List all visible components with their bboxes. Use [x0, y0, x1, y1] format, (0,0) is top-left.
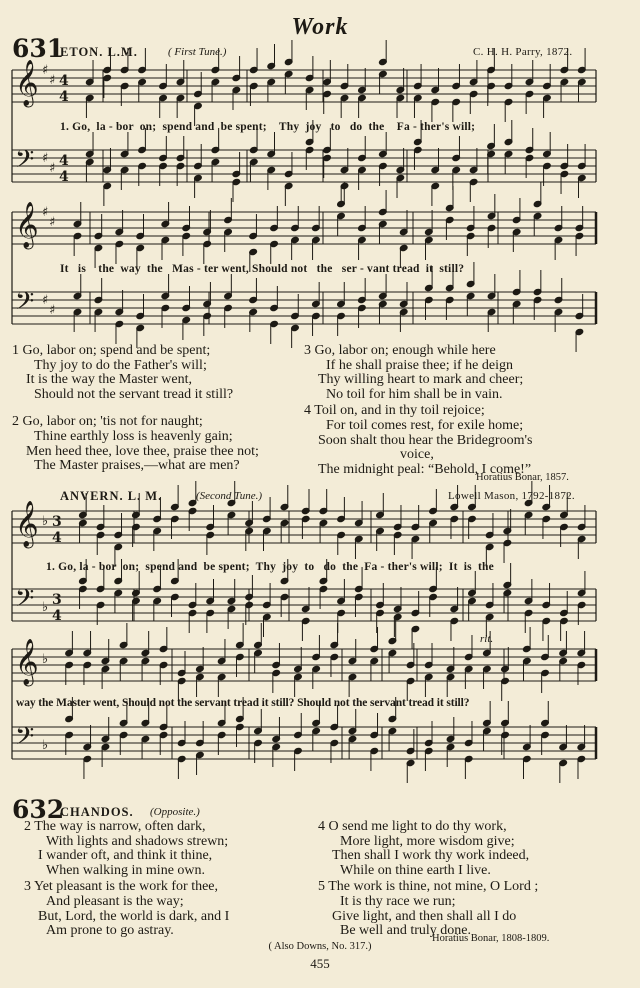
verse-line: More light, more wisdom give; — [340, 833, 515, 849]
time-signature: 4 — [52, 608, 62, 624]
verse-line: While on thine earth I live. — [340, 862, 491, 878]
treble-clef: 𝄞 — [15, 501, 39, 547]
bass-clef: 𝄢 — [15, 145, 35, 180]
verse-line: Be well and truly done. — [340, 923, 472, 939]
key-signature: ♯ — [49, 73, 56, 88]
key-signature: ♯ — [42, 151, 49, 166]
verse-line: Then shall I work thy work indeed, — [332, 848, 530, 864]
tune-note-second: (Second Tune.) — [196, 490, 262, 502]
verse-line: 1 Go, labor on; spend and be spent; — [12, 343, 211, 358]
key-signature: ♭ — [42, 514, 49, 529]
verse-line: But, Lord, the world is dark, and I — [38, 908, 230, 924]
verse-line: And pleasant is the way; — [46, 893, 184, 909]
verse-line: Thy joy to do the Father's will; — [34, 357, 207, 373]
tune-name-chandos: CHANDOS. — [60, 805, 134, 819]
verse-line: If he shall praise thee; if he deign — [326, 357, 513, 373]
treble-clef: 𝄞 — [15, 202, 39, 248]
lyric-anvern-line2: way the Master went, Should not the servant tread it still? Should not the servant tread it still? — [16, 697, 470, 709]
verse-line: 2 The way is narrow, often dark, — [24, 819, 206, 834]
verses-631-right — [304, 344, 532, 477]
verse-line: Thy willing heart to mark and cheer; — [318, 372, 524, 388]
ritardando-mark: rit. — [480, 633, 494, 645]
key-signature: ♭ — [42, 738, 49, 753]
credit-632: Horatius Bonar, 1808-1809. — [432, 933, 550, 944]
verses-632-right — [318, 820, 538, 939]
verse-line: The midnight peal: “Behold, I come!” — [318, 461, 532, 477]
key-signature: ♭ — [42, 652, 49, 667]
verse-line: voice, — [400, 447, 434, 463]
bass-clef: 𝄢 — [15, 584, 35, 619]
verse-line: 2 Go, labor on; 'tis not for naught; — [12, 414, 203, 430]
key-signature: ♯ — [49, 215, 56, 230]
key-signature: ♯ — [42, 293, 49, 308]
tune-name-anvern: ANVERN. L. M. — [60, 489, 163, 503]
time-signature: 4 — [59, 73, 69, 89]
time-signature: 4 — [59, 89, 69, 105]
page-number: 455 — [310, 956, 330, 971]
treble-clef: 𝄞 — [15, 639, 39, 685]
verse-line: Am prone to go astray. — [46, 923, 174, 939]
time-signature: 4 — [59, 169, 69, 185]
verse-line: Give light, and then shall all I do — [332, 908, 517, 924]
composer-parry: C. H. H. Parry, 1872. — [473, 46, 573, 58]
verse-line: The Master praises,—what are men? — [34, 458, 240, 474]
verse-line: 3 Go, labor on; enough while here — [304, 343, 496, 358]
key-signature: ♯ — [42, 63, 49, 78]
page-title: Work — [291, 14, 349, 40]
tune-name-eton: ETON. L.M. — [60, 45, 138, 59]
lyric-anvern-line1: 1. Go, la - bor on; spend and be spent; Thy joy to do the Fa - ther's will; It is the — [46, 561, 494, 573]
verses-631-left — [12, 344, 259, 474]
verse-line: Should not the servant tread it still? — [34, 386, 234, 402]
lyric-eton-line1: 1. Go, la - bor on; spend and be spent; Thy joy to do the Fa - ther's will; — [60, 121, 476, 133]
verse-line: I wander oft, and think it thine, — [38, 848, 213, 864]
hymn-number-631: 631 — [12, 34, 65, 63]
verse-line: Men heed thee, love thee, praise thee not; — [26, 443, 259, 459]
verses-632-left — [24, 820, 229, 939]
time-signature: 3 — [52, 514, 62, 530]
treble-clef: 𝄞 — [15, 60, 39, 106]
key-signature: ♯ — [49, 303, 56, 318]
time-signature: 4 — [59, 153, 69, 169]
bass-clef: 𝄢 — [15, 287, 35, 322]
verse-line: 3 Yet pleasant is the work for thee, — [24, 879, 219, 895]
verse-line: It is the way the Master went, — [26, 372, 193, 388]
tune-note-opposite: (Opposite.) — [150, 806, 200, 818]
key-signature: ♯ — [49, 161, 56, 176]
verse-line: With lights and shadows strewn; — [46, 833, 229, 849]
key-signature: ♭ — [42, 600, 49, 615]
composer-mason: Lowell Mason, 1792-1872. — [448, 490, 575, 502]
hymn-number-632: 632 — [12, 795, 65, 824]
verse-line: Thine earthly loss is heavenly gain; — [34, 428, 233, 444]
verse-line: Soon shalt thou hear the Bridegroom's — [318, 432, 533, 448]
verse-line: For toil comes rest, for exile home; — [326, 417, 524, 433]
verse-line: It is thy race we run; — [340, 893, 456, 909]
verse-line: When walking in mine own. — [46, 862, 206, 878]
time-signature: 3 — [52, 592, 62, 608]
lyric-eton-line2: It is the way the Mas - ter went, Should not the ser - vant tread it still? — [60, 263, 465, 275]
verse-line: 5 The work is thine, not mine, O Lord ; — [318, 879, 539, 895]
verse-line: 4 O send me light to do thy work, — [318, 819, 507, 834]
credit-631: Horatius Bonar, 1857. — [476, 472, 569, 483]
key-signature: ♯ — [42, 205, 49, 220]
time-signature: 4 — [52, 530, 62, 546]
verse-line: 4 Toil on, and in thy toil rejoice; — [304, 403, 485, 419]
bass-clef: 𝄢 — [15, 722, 35, 757]
tune-note-first: ( First Tune.) — [168, 46, 227, 58]
verse-line: No toil for him shall be in vain. — [326, 386, 503, 402]
footer-note: ( Also Downs, No. 317.) — [268, 941, 372, 952]
